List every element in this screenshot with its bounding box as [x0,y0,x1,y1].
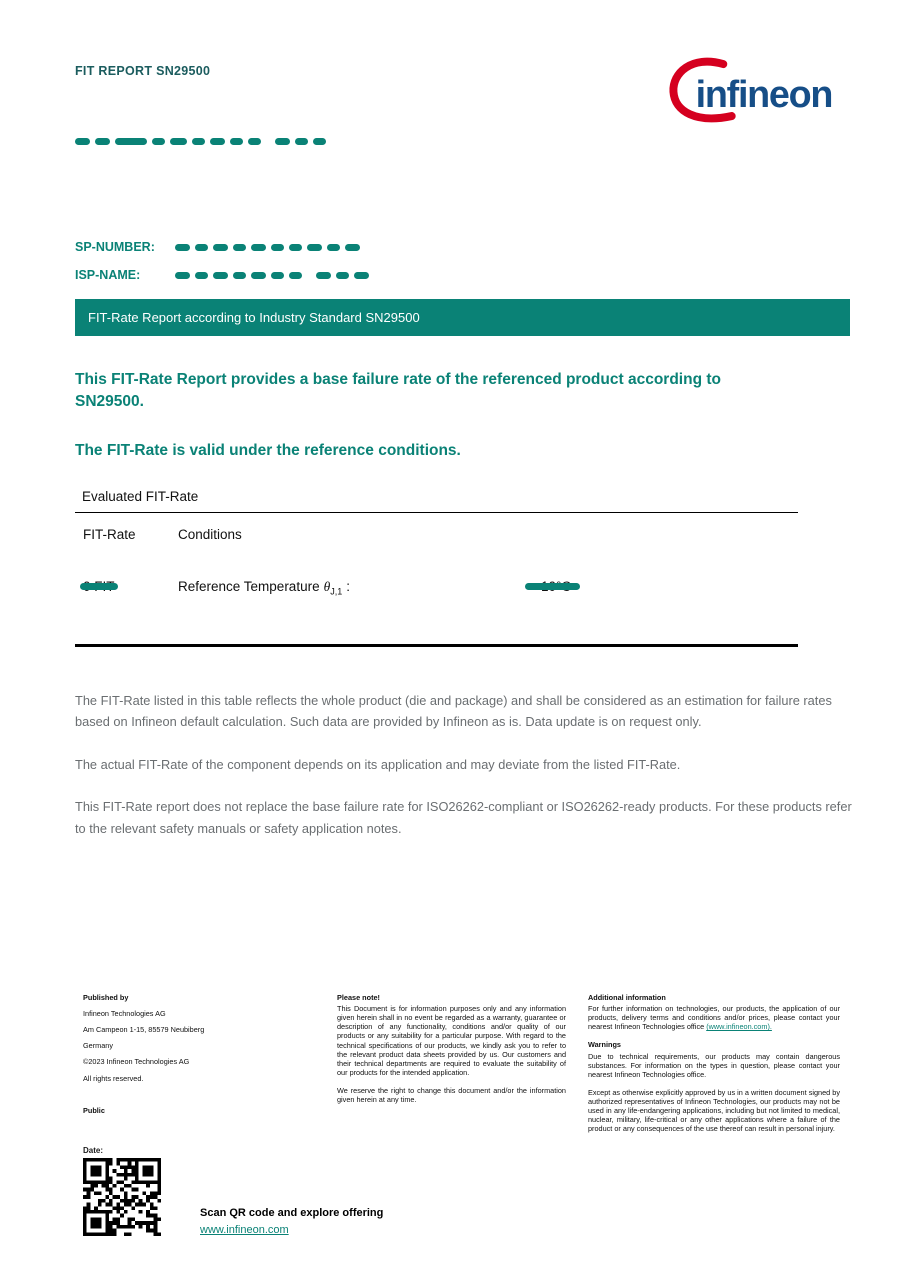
date-label: Date: [83,1146,104,1155]
theta-symbol: θ [323,579,331,594]
please-note-title: Please note! [337,993,380,1002]
redaction-pill [170,138,187,145]
infineon-logo [668,52,844,134]
redaction-pill [251,244,266,251]
isp-name-label: ISP-NAME: [75,268,141,282]
redaction-pill [213,244,228,251]
redaction-pill [354,272,369,279]
redaction-pill [115,138,147,145]
warnings-body2: Except as otherwise explicitly approved by us in a written document signed by authorized representatives of Infineon Technologies, our products may not be used in any life-endangering applications, including but not limited to medical, nuclear, military, life-critical or any other applications where a failure of the product or any consequences of the use thereof can result in personal injury. [588,1087,840,1134]
redaction-strike [80,583,118,590]
logo-wordmark: infineon [695,72,833,115]
banner-text: FIT-Rate Report according to Industry Standard SN29500 [88,310,420,325]
fit-rate-value [83,579,115,594]
footer-additional-info [588,993,840,1133]
redaction-pill [251,272,266,279]
redaction-pill [195,244,208,251]
isp-name-row [75,267,374,283]
warnings-body: Due to technical requirements, our products may contain dangerous substances. For information on the types in question, please contact your nearest Infineon Technologies office. [588,1051,840,1079]
paragraph-deviation: The actual FIT-Rate of the component depends on its application and may deviate from the listed FIT-Rate. [75,756,681,772]
condition-colon: : [346,579,351,594]
copyright-line: ©2023 Infineon Technologies AG [83,1057,190,1067]
redaction-pill [289,244,302,251]
column-header-fit-rate: FIT-Rate [83,527,136,542]
intro-heading-1: This FIT-Rate Report provides a base failure rate of the referenced product according to SN29500. [75,371,721,411]
redaction-strike [537,583,575,590]
redaction-pill [192,138,205,145]
redaction-pill [213,272,228,279]
table-rule-bottom [75,644,798,647]
redaction-pill [175,272,190,279]
redacted-subtitle [75,138,331,145]
paragraph-disclaimer: The FIT-Rate listed in this table reflects the whole product (die and package) and shall be considered as an estimation for failure rates based on Infineon default calculation. Such data are provided by Infineon as is. Data update is on request only. [75,693,832,730]
redaction-pill [275,138,290,145]
fit-rate-table [75,487,798,649]
redaction-pill [336,272,349,279]
redaction-pill [175,244,190,251]
redaction-pill [313,138,326,145]
redaction-pill [271,272,284,279]
please-note-body2: We reserve the right to change this document and/or the information given herein at any time. [337,1085,566,1105]
redaction-pill [195,272,208,279]
redaction-pill [289,272,302,279]
condition-text [178,579,350,597]
qr-code [83,1158,161,1236]
redaction-pill [327,244,340,251]
rights-reserved-line: All rights reserved. [83,1073,144,1083]
redaction-pill [233,272,246,279]
redaction-pill [316,272,331,279]
redaction-pill [295,138,308,145]
published-by-title: Published by [83,993,129,1002]
table-section-title: Evaluated FIT-Rate [82,489,199,504]
sp-number-label: SP-NUMBER: [75,240,155,254]
additional-info-text: For further information on technologies, our products, the application of our products, delivery terms and conditions and/or prices, please contact your nearest Infineon Technologies office [588,1004,840,1032]
publisher-country: Germany [83,1041,114,1051]
paragraph-iso26262: This FIT-Rate report does not replace the base failure rate for ISO26262-compliant or ISO26262-ready products. For these products refer to the relevant safety manuals or safety application notes. [75,799,852,836]
isp-name-redacted-value [175,272,374,279]
redaction-pill [307,244,322,251]
warnings-title: Warnings [588,1040,621,1050]
condition-value [525,579,580,594]
publisher-address: Am Campeon 1-15, 85579 Neubiberg [83,1025,205,1035]
publisher-name: Infineon Technologies AG [83,1009,166,1019]
redaction-pill [271,244,284,251]
infineon-website-link[interactable]: www.infineon.com [200,1224,289,1236]
footer-please-note [337,993,566,1104]
qr-caption: Scan QR code and explore offering [200,1207,384,1219]
redaction-pill [233,244,246,251]
please-note-body: This Document is for information purposes only and any information given herein shall in no event be regarded as a warranty, guarantee or description of any functionality, conditions and/or quality of our products or any suitability for a particular purpose. With regard to the technical specifications of our products, we kindly ask you to refer to the relevant product data sheets provided by us. Our customers and their technical departments are required to evaluate the suitability of our products for the intended application. [337,1004,566,1077]
sp-number-redacted-value [175,244,365,251]
redaction-pill [345,244,360,251]
redaction-pill [248,138,261,145]
table-rule-top [75,512,798,513]
redaction-pill [230,138,243,145]
infineon-website-inline-link[interactable]: (www.infineon.com). [706,1022,772,1032]
redaction-pill [152,138,165,145]
report-title: FIT REPORT SN29500 [75,64,211,78]
sp-number-row [75,239,365,255]
body-paragraphs [75,690,860,860]
redaction-pill [210,138,225,145]
footer-published-by [83,993,278,1115]
classification-label: Public [83,1105,105,1115]
additional-info-body [588,1004,840,1031]
redaction-pill [95,138,110,145]
intro-heading-2: The FIT-Rate is valid under the reference conditions. [75,442,461,459]
condition-label: Reference Temperature [178,579,320,594]
additional-info-title: Additional information [588,993,666,1002]
column-header-conditions: Conditions [178,527,242,542]
title-banner [75,299,850,336]
theta-subscript: J,1 [330,586,343,597]
redaction-pill [75,138,90,145]
